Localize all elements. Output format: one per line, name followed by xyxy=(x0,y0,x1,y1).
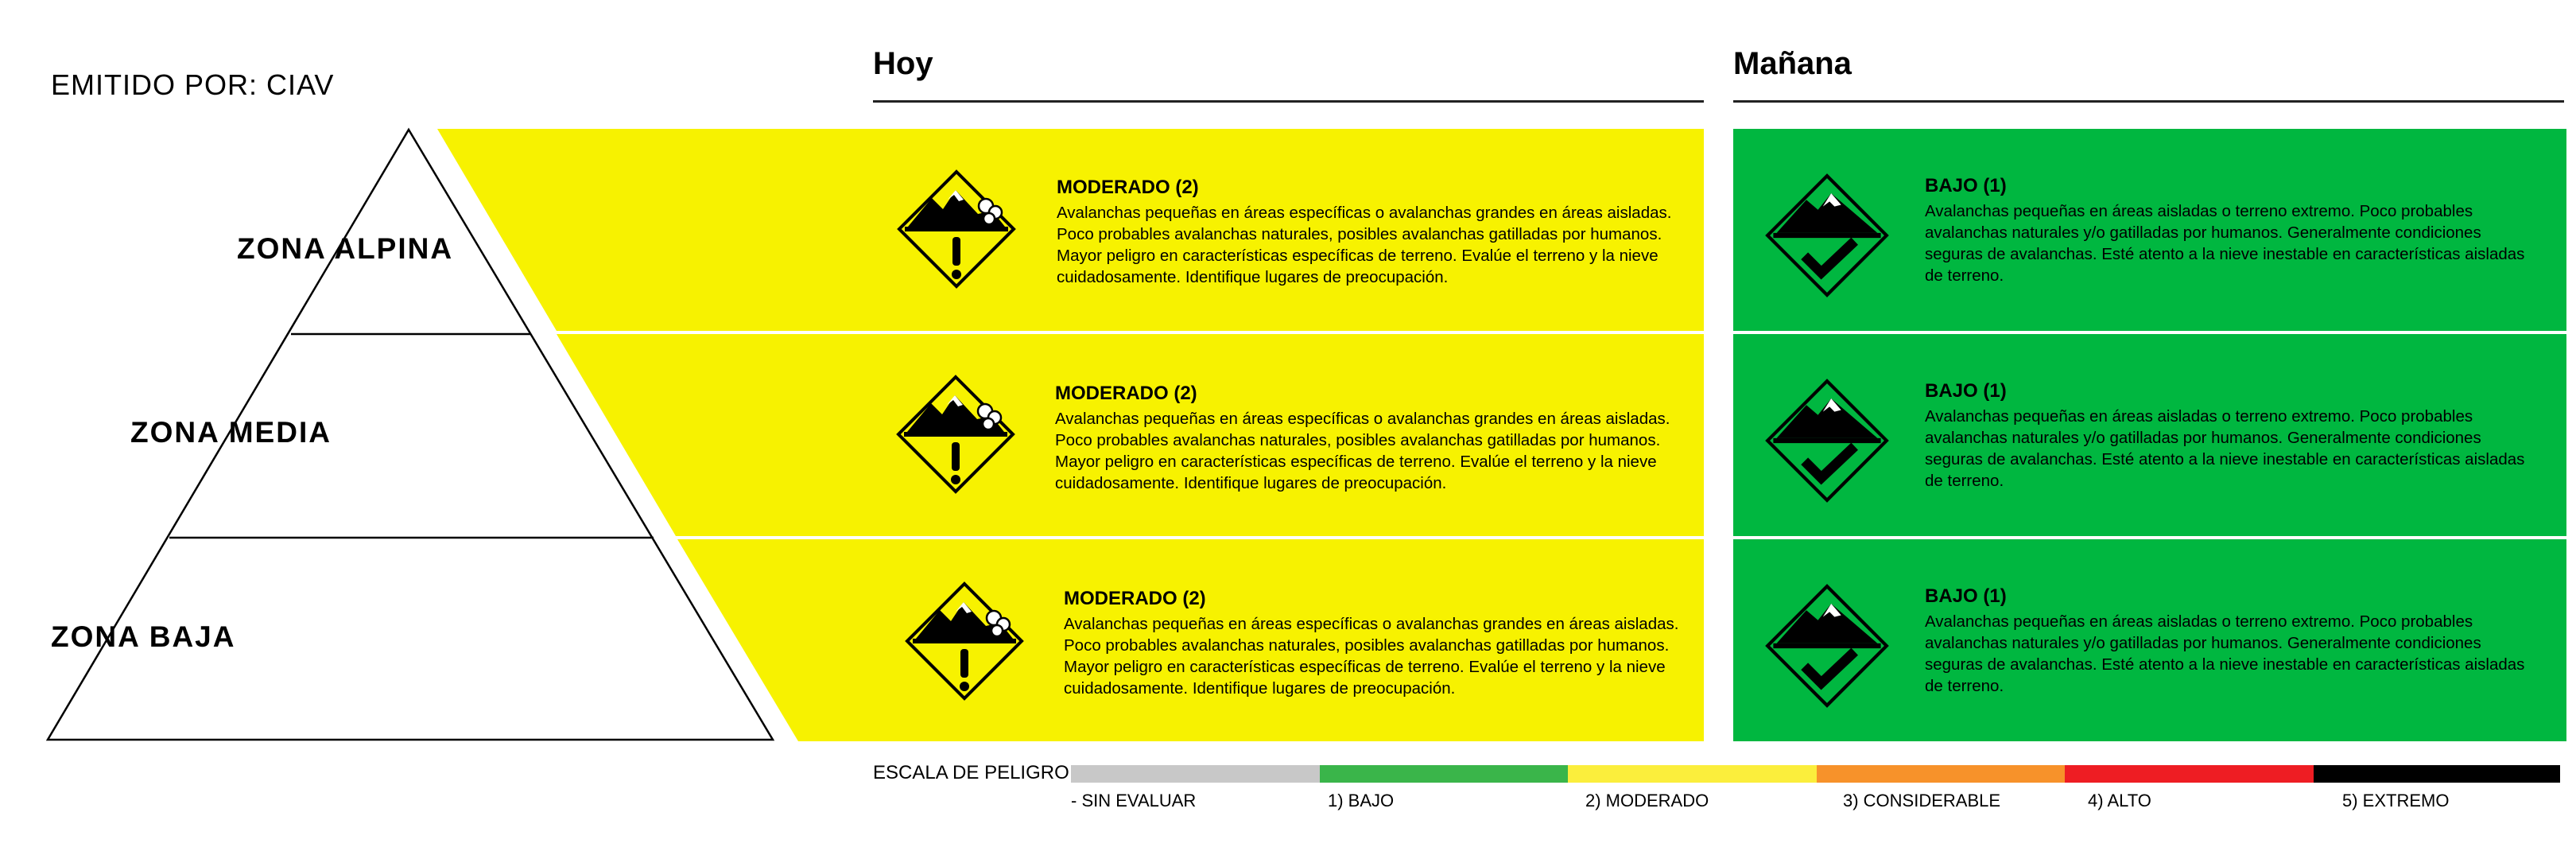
moderate-danger-icon xyxy=(905,581,1024,701)
danger-scale-label: ESCALA DE PELIGRO xyxy=(873,762,1069,783)
rating-title: BAJO (1) xyxy=(1925,380,2007,402)
scale-name-considerable: 3) CONSIDERABLE xyxy=(1843,791,2001,810)
scale-segment-low xyxy=(1320,765,1568,783)
rating-description: Avalanchas pequeñas en áreas específicas o avalanchas grandes en áreas aisladas. Poco probables avalanchas naturales, posibles avalanchas gatilladas por humanos. Mayor peligro en características específicas de terreno. Evalúe el terreno y la nieve cuidadosamente. Identifique lugares de preocupación. xyxy=(1057,204,1672,286)
rating-description: Avalanchas pequeñas en áreas específicas o avalanchas grandes en áreas aisladas. Poco probables avalanchas naturales, posibles avalanchas gatilladas por humanos. Mayor peligro en características específicas de terreno. Evalúe el terreno y la nieve cuidadosamente. Identifique lugares de preocupación. xyxy=(1055,410,1670,492)
rating-description: Avalanchas pequeñas en áreas aisladas o terreno extremo. Poco probables avalanchas naturales y/o gatilladas por humanos. Generalmente condiciones seguras de avalanchas. Esté atento a la nieve inestable en características aisladas de terreno. xyxy=(1925,202,2525,285)
zone-label-low: ZONA BAJA xyxy=(51,620,236,653)
scale-name-unrated: - SIN EVALUAR xyxy=(1071,791,1197,810)
moderate-danger-icon xyxy=(897,169,1016,289)
day-title-tomorrow: Mañana xyxy=(1733,46,1852,81)
scale-segment-considerable xyxy=(1817,765,2065,783)
zone-label-middle: ZONA MEDIA xyxy=(130,416,332,449)
tomorrow-rating-alpine xyxy=(1925,175,2529,286)
scale-segment-high xyxy=(2065,765,2314,783)
day-rule-today xyxy=(873,100,1704,103)
zone-label-alpine: ZONA ALPINA xyxy=(237,232,454,265)
low-danger-icon xyxy=(1765,379,1889,503)
low-danger-icon xyxy=(1765,173,1889,297)
scale-name-low: 1) BAJO xyxy=(1328,791,1395,810)
scale-name-high: 4) ALTO xyxy=(2088,791,2151,810)
scale-name-extreme: 5) EXTREMO xyxy=(2342,791,2450,810)
moderate-danger-icon xyxy=(896,375,1015,494)
tomorrow-rating-middle xyxy=(1925,380,2529,492)
day-rule-tomorrow xyxy=(1733,100,2564,103)
rating-title: MODERADO (2) xyxy=(1064,588,1206,609)
today-rating-alpine xyxy=(1057,177,1673,288)
rating-description: Avalanchas pequeñas en áreas aisladas o terreno extremo. Poco probables avalanchas naturales y/o gatilladas por humanos. Generalmente condiciones seguras de avalanchas. Esté atento a la nieve inestable en características aisladas de terreno. xyxy=(1925,612,2525,695)
today-rating-low xyxy=(1064,588,1680,699)
low-danger-icon xyxy=(1765,584,1889,708)
rating-title: MODERADO (2) xyxy=(1057,177,1199,198)
day-title-today: Hoy xyxy=(873,46,933,81)
rating-title: BAJO (1) xyxy=(1925,175,2007,196)
scale-segment-unrated xyxy=(1071,765,1320,783)
today-rating-middle xyxy=(1055,383,1671,494)
scale-segment-moderate xyxy=(1568,765,1817,783)
scale-segment-extreme xyxy=(2314,765,2560,783)
rating-title: MODERADO (2) xyxy=(1055,383,1197,404)
rating-title: BAJO (1) xyxy=(1925,585,2007,607)
scale-name-moderate: 2) MODERADO xyxy=(1585,791,1709,810)
issuer-label: EMITIDO POR: CIAV xyxy=(51,68,335,101)
rating-description: Avalanchas pequeñas en áreas aisladas o terreno extremo. Poco probables avalanchas naturales y/o gatilladas por humanos. Generalmente condiciones seguras de avalanchas. Esté atento a la nieve inestable en características aisladas de terreno. xyxy=(1925,407,2525,490)
rating-description: Avalanchas pequeñas en áreas específicas o avalanchas grandes en áreas aisladas. Poco probables avalanchas naturales, posibles avalanchas gatilladas por humanos. Mayor peligro en características específicas de terreno. Evalúe el terreno y la nieve cuidadosamente. Identifique lugares de preocupación. xyxy=(1064,615,1679,698)
tomorrow-rating-low xyxy=(1925,585,2529,697)
